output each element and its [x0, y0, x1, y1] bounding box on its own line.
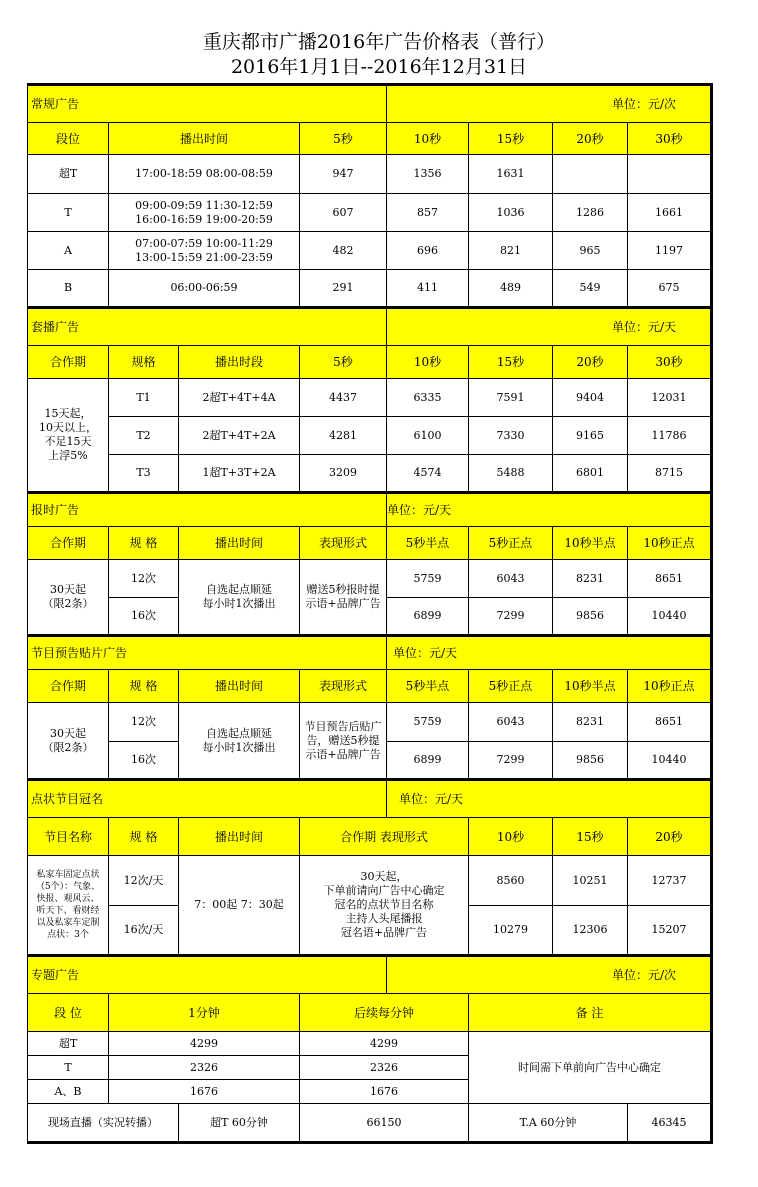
price-cell: 1676 — [300, 1080, 469, 1104]
price-cell: 2326 — [300, 1056, 469, 1080]
form-line: 下单前请向广告中心确定 — [323, 884, 445, 897]
table-row — [28, 194, 712, 232]
price-cell: 607 — [300, 194, 387, 232]
period-line: 15天起， — [44, 407, 92, 420]
header-cell: 10秒正点 — [628, 670, 712, 703]
table-row — [28, 560, 712, 598]
price-cell: 6899 — [387, 742, 469, 780]
price-cell: 489 — [469, 270, 553, 308]
header-cell: 合作期 — [28, 527, 109, 560]
period-cell — [28, 703, 109, 780]
price-cell: 10440 — [628, 598, 712, 636]
seg-cell: 超T — [28, 155, 109, 194]
period-line: （限2条） — [42, 740, 94, 754]
price-cell: 10440 — [628, 742, 712, 780]
header-cell: 规 格 — [109, 818, 179, 856]
price-cell: 3209 — [300, 455, 387, 493]
time-cell — [109, 194, 300, 232]
price-cell: 9165 — [553, 417, 628, 455]
section-title: 常规广告 — [28, 85, 387, 123]
price-cell: 5759 — [387, 560, 469, 598]
header-cell: 30秒 — [628, 123, 712, 155]
price-cell: 4299 — [109, 1032, 300, 1056]
price-cell: 6899 — [387, 598, 469, 636]
price-cell: 1661 — [628, 194, 712, 232]
spec-cell: 16次 — [109, 598, 179, 636]
table-row — [28, 856, 712, 906]
table-row — [28, 232, 712, 270]
header-cell: 10秒 — [387, 123, 469, 155]
table-header-row — [28, 527, 712, 560]
time-cell: 06:00-06:59 — [109, 270, 300, 308]
spec-cell: 12次/天 — [109, 856, 179, 906]
time-line: 每小时1次播出 — [202, 740, 276, 754]
period-line: （限2条） — [42, 597, 94, 610]
period-cell — [28, 560, 109, 636]
price-cell: 291 — [300, 270, 387, 308]
section-header-preview — [28, 636, 712, 670]
period-line: 上浮5% — [48, 449, 88, 462]
program-line: 私家车固定点状 — [36, 870, 100, 880]
header-cell: 后续每分钟 — [300, 994, 469, 1032]
price-cell: 8715 — [628, 455, 712, 493]
section-header-package — [28, 308, 712, 346]
table-row — [28, 455, 712, 493]
form-cell — [300, 856, 469, 956]
period-line: 30天起 — [50, 583, 86, 596]
price-cell: 7299 — [469, 742, 553, 780]
live-spec: 超T 60分钟 — [179, 1104, 300, 1143]
header-cell: 15秒 — [553, 818, 628, 856]
header-cell: 10秒 — [387, 346, 469, 379]
price-cell: 4574 — [387, 455, 469, 493]
price-cell: 5488 — [469, 455, 553, 493]
header-cell: 合作期 表现形式 — [300, 818, 469, 856]
form-line: 冠名语+品牌广告 — [340, 926, 428, 939]
table-header-row — [28, 818, 712, 856]
header-cell: 5秒 — [300, 346, 387, 379]
price-cell: 1676 — [109, 1080, 300, 1104]
header-cell: 15秒 — [469, 123, 553, 155]
live-price: 46345 — [628, 1104, 712, 1143]
header-cell: 规 格 — [109, 670, 179, 703]
seg-cell: T — [28, 1056, 109, 1080]
form-line: 主持人头尾播报 — [345, 912, 423, 925]
price-cell: 857 — [387, 194, 469, 232]
header-cell: 表现形式 — [300, 670, 387, 703]
form-line: 示语+品牌广告 — [305, 747, 381, 761]
unit-label: 单位：元/天 — [387, 493, 712, 527]
period-line: 不足15天 — [44, 435, 92, 448]
price-cell: 1631 — [469, 155, 553, 194]
price-cell: 5759 — [387, 703, 469, 742]
program-line: 听天下、看财经 — [36, 906, 100, 916]
live-price: 66150 — [300, 1104, 469, 1143]
price-cell: 1197 — [628, 232, 712, 270]
time-cell — [109, 232, 300, 270]
seg-cell: A — [28, 232, 109, 270]
unit-label: 单位：元/天 — [387, 308, 712, 346]
header-cell: 20秒 — [628, 818, 712, 856]
header-cell: 10秒半点 — [553, 670, 628, 703]
header-cell: 5秒半点 — [387, 527, 469, 560]
price-cell: 7330 — [469, 417, 553, 455]
form-cell — [300, 703, 387, 780]
price-cell: 6100 — [387, 417, 469, 455]
price-cell: 12031 — [628, 379, 712, 417]
period-line: 10天以上， — [39, 421, 97, 434]
price-cell: 8560 — [469, 856, 553, 906]
live-label: 现场直播（实况转播） — [28, 1104, 179, 1143]
slot-cell: 2超T+4T+4A — [179, 379, 300, 417]
header-cell: 20秒 — [553, 123, 628, 155]
unit-label: 单位：元/次 — [387, 85, 712, 123]
header-cell: 合作期 — [28, 346, 109, 379]
unit-label: 单位：元/次 — [387, 956, 712, 994]
header-cell: 播出时间 — [179, 527, 300, 560]
slot-cell: 1超T+3T+2A — [179, 455, 300, 493]
table-row — [28, 379, 712, 417]
time-line: 09:00-09:59 11:30-12:59 — [135, 198, 273, 212]
period-cell — [28, 379, 109, 493]
form-line: 告，赠送5秒提 — [306, 733, 380, 747]
seg-cell: 超T — [28, 1032, 109, 1056]
section-title: 节目预告贴片广告 — [28, 636, 387, 670]
price-cell: 549 — [553, 270, 628, 308]
time-line: 17:00-18:59 08:00-08:59 — [135, 167, 273, 180]
price-cell: 11786 — [628, 417, 712, 455]
program-cell — [28, 856, 109, 956]
header-cell: 备 注 — [469, 994, 712, 1032]
spec-cell: T1 — [109, 379, 179, 417]
price-cell: 8651 — [628, 560, 712, 598]
seg-cell: T — [28, 194, 109, 232]
page-title: 重庆都市广播2016年广告价格表（普行） — [202, 31, 556, 53]
time-line: 16:00-16:59 19:00-20:59 — [135, 212, 273, 226]
price-cell: 10279 — [469, 906, 553, 956]
header-cell: 播出时间 — [109, 123, 300, 155]
form-cell — [300, 560, 387, 636]
price-cell: 8231 — [553, 560, 628, 598]
header-cell: 规格 — [109, 346, 179, 379]
price-cell: 4299 — [300, 1032, 469, 1056]
seg-cell: B — [28, 270, 109, 308]
spec-cell: T2 — [109, 417, 179, 455]
header-cell: 段 位 — [28, 994, 109, 1032]
form-line: 30天起， — [360, 870, 408, 883]
section-title: 报时广告 — [28, 493, 387, 527]
header-cell: 10秒正点 — [628, 527, 712, 560]
time-cell: 7：00起 7：30起 — [179, 856, 300, 956]
time-cell — [109, 155, 300, 194]
price-cell: 411 — [387, 270, 469, 308]
price-cell: 6043 — [469, 703, 553, 742]
note-cell: 时间需下单前向广告中心确定 — [469, 1032, 712, 1104]
time-cell — [179, 703, 300, 780]
price-cell: 9404 — [553, 379, 628, 417]
price-sheet — [27, 83, 713, 1144]
table-header-row — [28, 346, 712, 379]
price-cell: 7591 — [469, 379, 553, 417]
spec-cell: 12次 — [109, 703, 179, 742]
date-range: 2016年1月1日--2016年12月31日 — [230, 56, 528, 78]
header-cell: 节目名称 — [28, 818, 109, 856]
time-line: 13:00-15:59 21:00-23:59 — [135, 250, 273, 264]
spec-cell: 12次 — [109, 560, 179, 598]
price-cell: 4437 — [300, 379, 387, 417]
price-cell: 2326 — [109, 1056, 300, 1080]
time-line: 自选起点顺延 — [206, 583, 272, 596]
price-cell: 9856 — [553, 598, 628, 636]
spec-cell: 16次/天 — [109, 906, 179, 956]
time-line: 自选起点顺延 — [206, 726, 272, 740]
header-cell: 10秒半点 — [553, 527, 628, 560]
table-row — [28, 1032, 712, 1056]
table-header-row — [28, 994, 712, 1032]
section-title: 套播广告 — [28, 308, 387, 346]
price-cell — [553, 155, 628, 194]
section-header-naming — [28, 780, 712, 818]
price-cell: 9856 — [553, 742, 628, 780]
spec-cell: T3 — [109, 455, 179, 493]
price-cell: 1036 — [469, 194, 553, 232]
header-cell: 播出时间 — [179, 818, 300, 856]
section-header-regular — [28, 85, 712, 123]
header-cell: 20秒 — [553, 346, 628, 379]
price-cell: 1286 — [553, 194, 628, 232]
table-row — [28, 155, 712, 194]
header-cell: 5秒正点 — [469, 527, 553, 560]
price-cell: 482 — [300, 232, 387, 270]
time-line: 每小时1次播出 — [202, 597, 276, 610]
price-cell: 6801 — [553, 455, 628, 493]
price-cell: 15207 — [628, 906, 712, 956]
header-cell: 规 格 — [109, 527, 179, 560]
program-line: 以及私家车定制 — [36, 918, 100, 928]
program-line: （5个）：气象、 — [35, 882, 101, 892]
section-header-timecheck — [28, 493, 712, 527]
price-cell: 7299 — [469, 598, 553, 636]
price-cell: 6335 — [387, 379, 469, 417]
price-cell: 12737 — [628, 856, 712, 906]
section-title: 点状节目冠名 — [28, 780, 387, 818]
header-cell: 播出时段 — [179, 346, 300, 379]
seg-cell: A、B — [28, 1080, 109, 1104]
price-cell: 8651 — [628, 703, 712, 742]
price-cell: 675 — [628, 270, 712, 308]
form-line: 赠送5秒报时提 — [306, 583, 380, 596]
form-line: 冠名的点状节目名称 — [334, 898, 434, 911]
table-row-live — [28, 1104, 712, 1143]
unit-label: 单位：元/天 — [387, 636, 712, 670]
slot-cell: 2超T+4T+2A — [179, 417, 300, 455]
period-line: 30天起 — [50, 726, 86, 740]
header-cell: 30秒 — [628, 346, 712, 379]
header-cell: 10秒 — [469, 818, 553, 856]
unit-label: 单位：元/天 — [387, 780, 712, 818]
section-header-special — [28, 956, 712, 994]
spec-cell: 16次 — [109, 742, 179, 780]
header-cell: 播出时间 — [179, 670, 300, 703]
table-header-row — [28, 670, 712, 703]
time-line: 07:00-07:59 10:00-11:29 — [135, 236, 273, 250]
price-cell: 4281 — [300, 417, 387, 455]
header-cell: 1分钟 — [109, 994, 300, 1032]
time-cell — [179, 560, 300, 636]
section-title: 专题广告 — [28, 956, 387, 994]
program-line: 快报、观风云、 — [36, 894, 100, 904]
price-cell: 696 — [387, 232, 469, 270]
price-cell: 821 — [469, 232, 553, 270]
header-cell: 5秒正点 — [469, 670, 553, 703]
form-line: 示语+品牌广告 — [305, 597, 381, 610]
form-line: 节目预告后贴广 — [304, 719, 382, 733]
header-cell: 段位 — [28, 123, 109, 155]
header-cell: 15秒 — [469, 346, 553, 379]
price-cell: 1356 — [387, 155, 469, 194]
live-spec: T.A 60分钟 — [469, 1104, 628, 1143]
table-row — [28, 417, 712, 455]
price-cell: 8231 — [553, 703, 628, 742]
price-cell — [628, 155, 712, 194]
price-cell: 12306 — [553, 906, 628, 956]
header-cell: 5秒 — [300, 123, 387, 155]
price-cell: 947 — [300, 155, 387, 194]
price-cell: 965 — [553, 232, 628, 270]
table-row — [28, 270, 712, 308]
price-cell: 10251 — [553, 856, 628, 906]
header-cell: 5秒半点 — [387, 670, 469, 703]
table-header-row — [28, 123, 712, 155]
table-row — [28, 703, 712, 742]
header-cell: 表现形式 — [300, 527, 387, 560]
header-cell: 合作期 — [28, 670, 109, 703]
program-line: 点状：3个 — [47, 930, 89, 940]
price-cell: 6043 — [469, 560, 553, 598]
